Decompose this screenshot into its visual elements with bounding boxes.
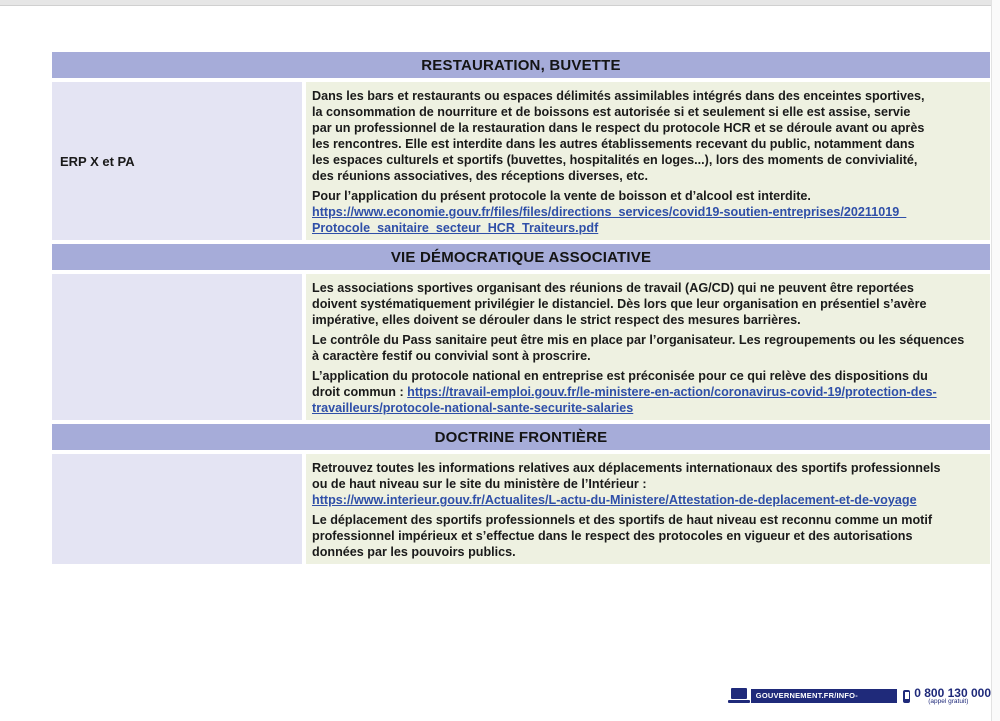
line-text: par un professionnel de la restauration dans le respect du protocole HCR et se déroule avant ou après (312, 121, 925, 135)
text-line (312, 204, 990, 220)
row-label-cell (52, 274, 302, 420)
text-line (312, 492, 990, 508)
text-line (312, 512, 990, 528)
line-text: les espaces culturels et sportifs (buvettes, hospitalités en loges...), lors des moments de convivialité, (312, 153, 918, 167)
line-text: L’application du protocole national en entreprise est préconisée pour ce qui relève des dispositions du (312, 369, 928, 383)
text-line (312, 104, 990, 120)
text-line (312, 312, 990, 328)
row-content-cell (306, 82, 990, 240)
text-line (312, 152, 990, 168)
text-line (312, 460, 990, 476)
line-text: la consommation de nourriture et de boissons est autorisée si et seulement si elle est assise, servie (312, 105, 911, 119)
hyperlink[interactable]: https://www.economie.gouv.fr/files/files/directions_services/covid19-soutien-entreprises/20211019_ (312, 205, 907, 219)
paragraph (312, 368, 990, 416)
paragraph (312, 460, 990, 508)
text-line (312, 476, 990, 492)
line-text: les rencontres. Elle est interdite dans les autres établissements recevant du public, notamment dans (312, 137, 915, 151)
text-line (312, 368, 990, 384)
hyperlink[interactable]: travailleurs/protocole-national-sante-securite-salaries (312, 401, 634, 415)
text-line (312, 384, 990, 400)
text-line (312, 544, 990, 560)
line-text: professionnel impérieux et s’effectue dans le respect des protocoles en vigueur et des autorisations (312, 529, 913, 543)
text-line (312, 400, 990, 416)
laptop-icon (728, 688, 747, 704)
line-text: ou de haut niveau sur le site du ministère de l’Intérieur : (312, 477, 647, 491)
footer-bar (728, 685, 991, 714)
row-content-cell (306, 454, 990, 564)
page-right-edge (991, 0, 1000, 721)
text-line (312, 280, 990, 296)
line-text: Pour l’application du présent protocole la vente de boisson et d’alcool est interdite. (312, 189, 811, 203)
row-label: ERP X et PA (60, 153, 135, 169)
line-text: à caractère festif ou convivial sont à proscrire. (312, 349, 591, 363)
text-line (312, 136, 990, 152)
paragraph (312, 280, 990, 328)
section-heading-vie-democratique-associative: VIE DÉMOCRATIQUE ASSOCIATIVE (52, 244, 990, 270)
browser-top-edge (0, 0, 1000, 6)
text-line (312, 120, 990, 136)
line-text: Retrouvez toutes les informations relatives aux déplacements internationaux des sportifs professionnels (312, 461, 941, 475)
text-line (312, 296, 990, 312)
text-line (312, 332, 990, 348)
phone-info (914, 687, 991, 706)
row-content-cell (306, 274, 990, 420)
text-line (312, 220, 990, 236)
section-row (52, 454, 990, 564)
text-line (312, 188, 990, 204)
line-text: Le déplacement des sportifs professionnels et des sportifs de haut niveau est reconnu comme un motif (312, 513, 933, 527)
line-text: impérative, elles doivent se dérouler dans le strict respect des mesures barrières. (312, 313, 801, 327)
line-text: données par les pouvoirs publics. (312, 545, 516, 559)
row-label-cell (52, 454, 302, 564)
hyperlink[interactable]: https://www.interieur.gouv.fr/Actualites/L-actu-du-Ministere/Attestation-de-deplacement-et-de-voyage (312, 493, 917, 507)
line-text: Les associations sportives organisant des réunions de travail (AG/CD) qui ne peuvent être reportées (312, 281, 914, 295)
line-text: doivent systématiquement privilégier le distanciel. Dès lors que leur organisation en présentiel s’avère (312, 297, 927, 311)
hyperlink[interactable]: https://travail-emploi.gouv.fr/le-ministere-en-action/coronavirus-covid-19/protection-des- (407, 385, 937, 399)
protocol-table (52, 52, 990, 568)
phone-note: (appel gratuit) (928, 697, 969, 705)
section-row (52, 82, 990, 240)
text-line (312, 348, 990, 364)
section-row (52, 274, 990, 420)
text-line (312, 168, 990, 184)
paragraph (312, 512, 990, 560)
phone-icon (903, 690, 910, 703)
row-label-cell (52, 82, 302, 240)
line-text: des réunions associatives, des réceptions diverses, etc. (312, 169, 648, 183)
section-heading-restauration-buvette: RESTAURATION, BUVETTE (52, 52, 990, 78)
phone-number[interactable]: 0 800 130 000 (914, 685, 991, 700)
paragraph (312, 188, 990, 236)
line-text: droit commun : (312, 385, 408, 399)
section-heading-doctrine-frontiere: DOCTRINE FRONTIÈRE (52, 424, 990, 450)
line-text: Le contrôle du Pass sanitaire peut être mis en place par l’organisateur. Les regroupements ou les séquences (312, 333, 965, 347)
line-text: Dans les bars et restaurants ou espaces délimités assimilables intégrés dans des enceintes sportives, (312, 89, 925, 103)
paragraph (312, 88, 990, 184)
paragraph (312, 332, 990, 364)
gov-site-link[interactable]: GOUVERNEMENT.FR/INFO-CORONAVIRUS (751, 689, 898, 703)
text-line (312, 528, 990, 544)
text-line (312, 88, 990, 104)
hyperlink[interactable]: Protocole_sanitaire_secteur_HCR_Traiteurs.pdf (312, 221, 599, 235)
